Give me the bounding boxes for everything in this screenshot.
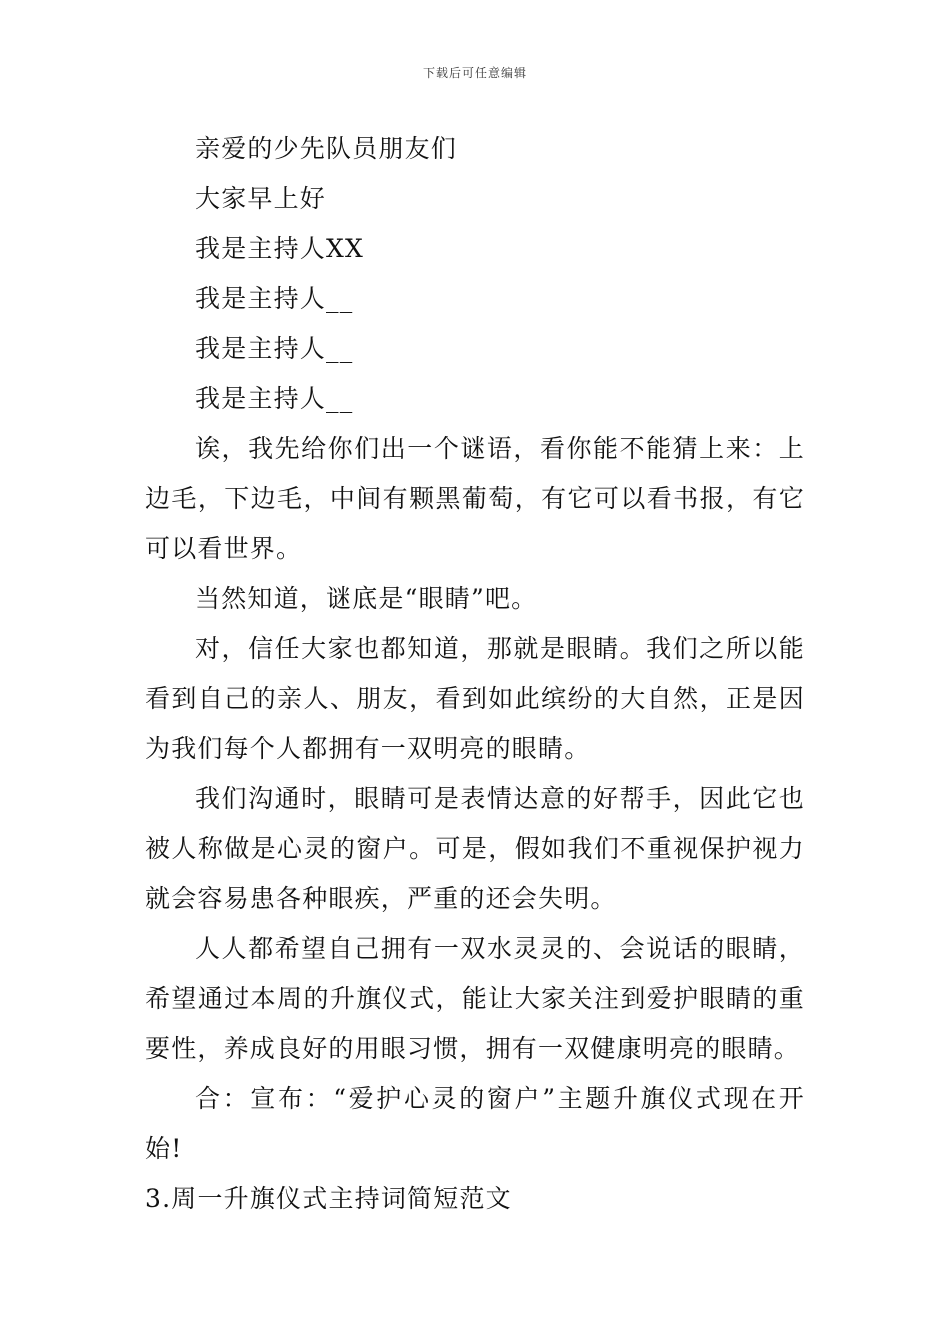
paragraph-hope: 人人都希望自己拥有一双水灵灵的、会说话的眼睛，希望通过本周的升旗仪式，能让大家关注到爱护眼睛的重要性，养成良好的用眼习惯，拥有一双健康明亮的眼睛。 <box>145 934 805 1063</box>
paragraph-host-2: 我是主持人__ <box>195 284 354 313</box>
paragraph-answer: 当然知道，谜底是“眼睛”吧。 <box>195 584 538 613</box>
paragraph-riddle: 诶，我先给你们出一个谜语，看你能不能猜上来：上边毛，下边毛，中间有颗黑葡萄，有它可以看书报，有它可以看世界。 <box>145 434 805 563</box>
paragraph-host-4: 我是主持人__ <box>195 384 354 413</box>
page-header-note: 下载后可任意编辑 <box>422 66 527 80</box>
paragraph-communication: 我们沟通时，眼睛可是表情达意的好帮手，因此它也被人称做是心灵的窗户。可是，假如我们不重视保护视力就会容易患各种眼疾，严重的还会失明。 <box>145 784 805 913</box>
paragraph-eyes: 对，信任大家也都知道，那就是眼睛。我们之所以能看到自己的亲人、朋友，看到如此缤纷的大自然，正是因为我们每个人都拥有一双明亮的眼睛。 <box>145 634 805 763</box>
paragraph-greeting: 亲爱的少先队员朋友们 <box>195 134 458 163</box>
paragraph-announcement: 合：宣布：“爱护心灵的窗户”主题升旗仪式现在开始! <box>145 1084 805 1163</box>
document-body <box>145 124 805 1224</box>
paragraph-host-1: 我是主持人XX <box>195 234 364 263</box>
section-heading: 3.周一升旗仪式主持词简短范文 <box>145 1184 512 1213</box>
paragraph-host-3: 我是主持人__ <box>195 334 354 363</box>
paragraph-good-morning: 大家早上好 <box>195 184 327 213</box>
